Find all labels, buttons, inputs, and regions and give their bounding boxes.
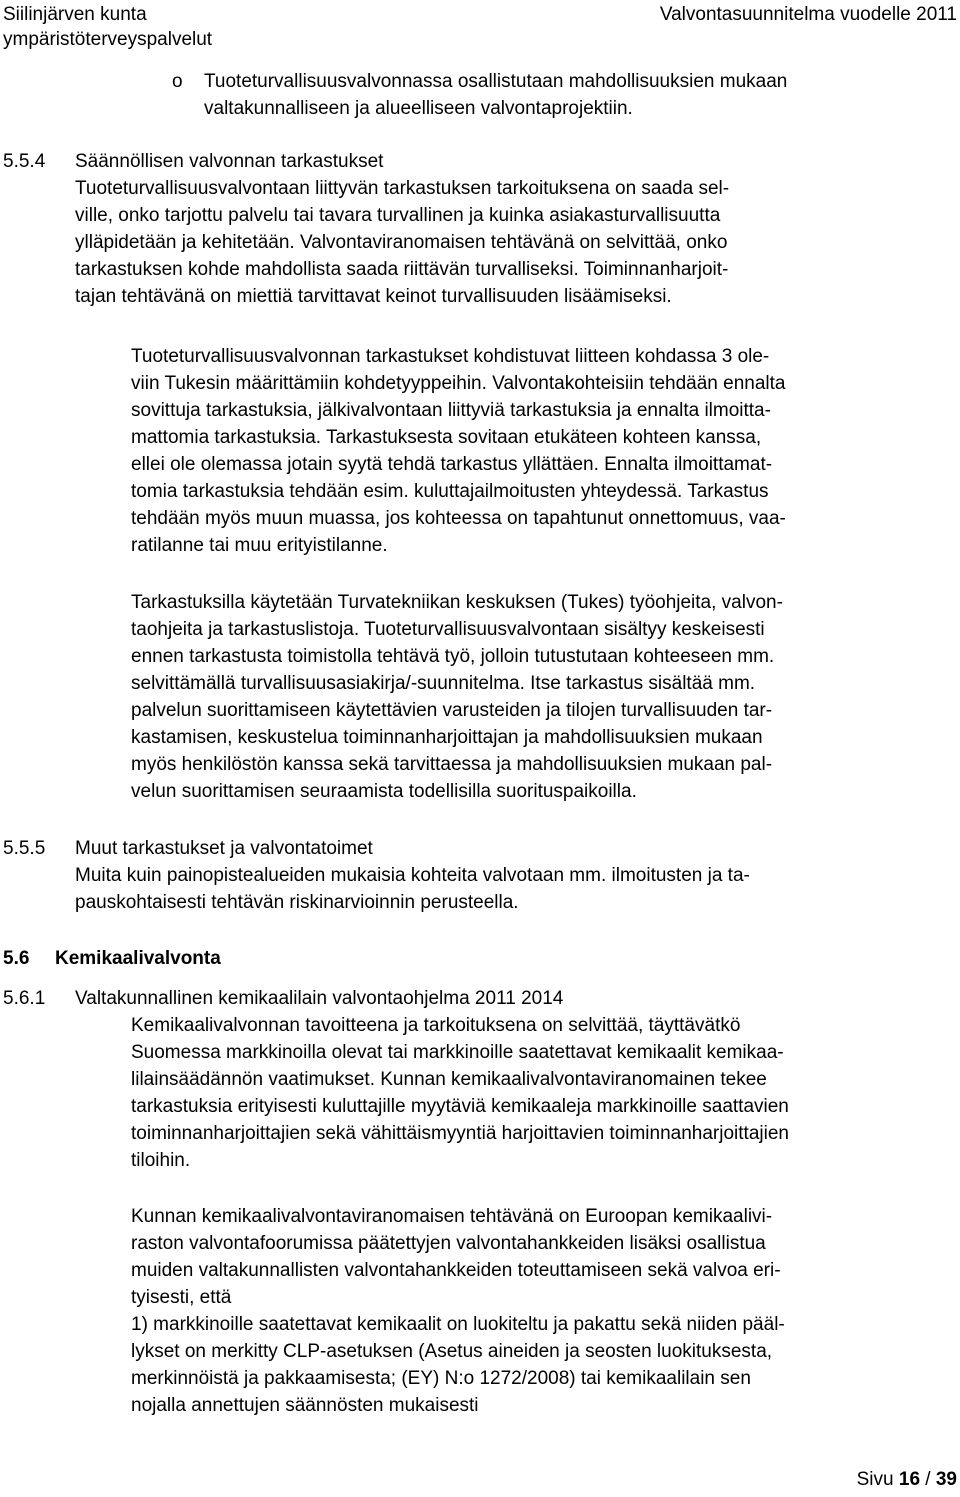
section-number-56: 5.6 bbox=[3, 948, 30, 969]
page-label: Sivu bbox=[856, 1469, 894, 1490]
text-line: sovittuja tarkastuksia, jälkivalvontaan liittyviä tarkastuksia ja ennalta ilmoitta- bbox=[131, 400, 771, 421]
page-separator: / bbox=[925, 1469, 931, 1490]
text-line: taohjeita ja tarkastuslistoja. Tuoteturvallisuusvalvontaan sisältyy keskeisesti bbox=[131, 619, 765, 640]
bullet-line-1: Tuoteturvallisuusvalvonnassa osallistutaan mahdollisuuksien mukaan bbox=[204, 71, 788, 92]
text-line: ratilanne tai muu erityistilanne. bbox=[131, 535, 388, 556]
text-line: Tuoteturvallisuusvalvonnan tarkastukset kohdistuvat liitteen kohdassa 3 ole- bbox=[131, 346, 770, 367]
text-line: Kunnan kemikaalivalvontaviranomaisen tehtävänä on Euroopan kemikaalivi- bbox=[131, 1206, 773, 1227]
text-line: Suomessa markkinoilla olevat tai markkinoille saatettavat kemikaalit kemikaa- bbox=[131, 1042, 784, 1063]
text-line: pauskohtaisesti tehtävän riskinarvioinnin perusteella. bbox=[75, 892, 519, 913]
section-heading-561: Valtakunnallinen kemikaalilain valvontaohjelma 2011 2014 bbox=[75, 988, 564, 1009]
text-line: tajan tehtävänä on miettiä tarvittavat keinot turvallisuuden lisäämiseksi. bbox=[75, 286, 672, 307]
section-heading-554: Säännöllisen valvonnan tarkastukset bbox=[75, 151, 384, 172]
section-heading-555: Muut tarkastukset ja valvontatoimet bbox=[75, 838, 373, 859]
section-number-561: 5.6.1 bbox=[3, 988, 46, 1009]
text-line: Kemikaalivalvonnan tavoitteena ja tarkoituksena on selvittää, täyttävätkö bbox=[131, 1015, 741, 1036]
text-line: tarkastuksia erityisesti kuluttajille myytäviä kemikaaleja markkinoille saattavien bbox=[131, 1096, 789, 1117]
header-organization: Siilinjärven kunta bbox=[3, 4, 147, 25]
text-line: merkinnöistä ja pakkaamisesta; (EY) N:o 1272/2008) tai kemikaalilain sen bbox=[131, 1368, 751, 1389]
header-department: ympäristöterveyspalvelut bbox=[3, 29, 213, 50]
text-line: ennen tarkastusta toimistolla tehtävä työ, jolloin tutustutaan kohteeseen mm. bbox=[131, 646, 775, 667]
page-number bbox=[857, 1466, 957, 1493]
text-line: ville, onko tarjottu palvelu tai tavara turvallinen ja kuinka asiakasturvallisuutta bbox=[75, 205, 721, 226]
text-line: tarkastuksen kohde mahdollista saada riittävän turvalliseksi. Toiminnanharjoit- bbox=[75, 259, 729, 280]
current-page: 16 bbox=[898, 1469, 921, 1490]
text-line: palvelun suorittamiseen käytettävien varusteiden ja tilojen turvallisuuden tar- bbox=[131, 700, 773, 721]
text-line: selvittämällä turvallisuusasiakirja/-suunnitelma. Itse tarkastus sisältää mm. bbox=[131, 673, 756, 694]
text-line: tomia tarkastuksia tehdään esim. kuluttajailmoitusten yhteydessä. Tarkastus bbox=[131, 481, 769, 502]
text-line: mattomia tarkastuksia. Tarkastuksesta sovitaan etukäteen kohteen kanssa, bbox=[131, 427, 762, 448]
text-line: viin Tukesin määrittämiin kohdetyyppeihin. Valvontakohteisiin tehdään ennalta bbox=[131, 373, 786, 394]
text-line: Tarkastuksilla käytetään Turvatekniikan keskuksen (Tukes) työohjeita, valvon- bbox=[131, 592, 783, 613]
text-line: lilainsäädännön vaatimukset. Kunnan kemikaalivalvontaviranomainen tekee bbox=[131, 1069, 767, 1090]
text-line: tyisesti, että bbox=[131, 1287, 232, 1308]
text-line: velun suorittamisen seuraamista todellisilla suorituspaikoilla. bbox=[131, 781, 637, 802]
total-pages: 39 bbox=[935, 1469, 957, 1490]
section-heading-56: Kemikaalivalvonta bbox=[55, 948, 221, 969]
bullet-line-2: valtakunnalliseen ja alueelliseen valvontaprojektiin. bbox=[204, 98, 633, 119]
section-number-555: 5.5.5 bbox=[3, 838, 46, 859]
text-line: tiloihin. bbox=[131, 1150, 191, 1171]
text-line: Muita kuin painopistealueiden mukaisia kohteita valvotaan mm. ilmoitusten ja ta- bbox=[75, 865, 750, 886]
text-line: kastamisen, keskustelua toiminnanharjoittajan ja mahdollisuuksien mukaan bbox=[131, 727, 763, 748]
bullet-marker: o bbox=[172, 71, 183, 92]
text-line: tehdään myös muun muassa, jos kohteessa on tapahtunut onnettomuus, vaa- bbox=[131, 508, 786, 529]
text-line: 1) markkinoille saatettavat kemikaalit on luokiteltu ja pakattu sekä niiden pääl- bbox=[131, 1314, 785, 1335]
text-line: ylläpidetään ja kehitetään. Valvontaviranomaisen tehtävänä on selvittää, onko bbox=[75, 232, 728, 253]
section-number-554: 5.5.4 bbox=[3, 151, 46, 172]
text-line: ellei ole olemassa jotain syytä tehdä tarkastus yllättäen. Ennalta ilmoittamat- bbox=[131, 454, 773, 475]
text-line: Tuoteturvallisuusvalvontaan liittyvän tarkastuksen tarkoituksena on saada sel- bbox=[75, 178, 730, 199]
text-line: lykset on merkitty CLP-asetuksen (Asetus aineiden ja seosten luokituksesta, bbox=[131, 1341, 773, 1362]
text-line: muiden valtakunnallisten valvontahankkeiden toteuttamiseen sekä valvoa eri- bbox=[131, 1260, 781, 1281]
header-document-title: Valvontasuunnitelma vuodelle 2011 bbox=[659, 4, 957, 25]
text-line: myös henkilöstön kanssa sekä tarvittaessa ja mahdollisuuksien mukaan pal- bbox=[131, 754, 773, 775]
text-line: nojalla annettujen säännösten mukaisesti bbox=[131, 1395, 479, 1416]
text-line: toiminnanharjoittajien sekä vähittäismyyntiä harjoittavien toiminnanharjoittajien bbox=[131, 1123, 789, 1144]
text-line: raston valvontafoorumissa päätettyjen valvontahankkeiden lisäksi osallistua bbox=[131, 1233, 766, 1254]
